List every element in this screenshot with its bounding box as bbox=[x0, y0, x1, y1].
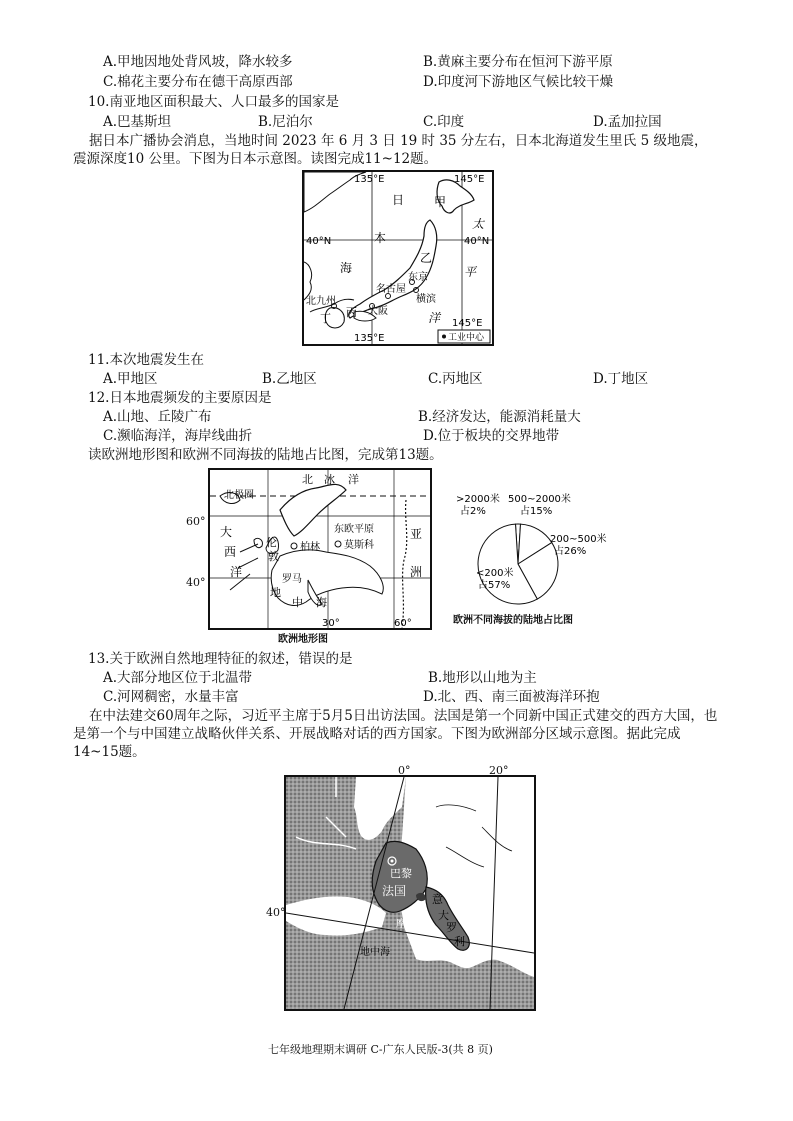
japan-label-ri: 日 bbox=[392, 193, 405, 207]
europe-arctic-circle: 北极圈 bbox=[224, 490, 254, 501]
japan-label-jia: 甲 bbox=[434, 195, 447, 209]
japan-label-bing: 丙 bbox=[346, 306, 357, 319]
q13-option-d: D.北、西、南三面被海洋环抱 bbox=[423, 689, 600, 705]
pie-pct-under200: 占57% bbox=[478, 580, 511, 591]
europe-label-dongou: 东欧平原 bbox=[334, 524, 374, 535]
q12-option-c: C.濒临海洋，海岸线曲折 bbox=[103, 428, 253, 444]
q11-option-d: D.丁地区 bbox=[593, 371, 649, 387]
q10-option-a: A.巴基斯坦 bbox=[103, 114, 172, 130]
berlin-capital-icon bbox=[291, 543, 297, 549]
q13-option-c: C.河网稠密，水量丰富 bbox=[103, 689, 239, 705]
france-city-bali: 巴黎 bbox=[390, 867, 412, 880]
europe-lat-40: 40° bbox=[186, 576, 206, 589]
q13-option-a: A.大部分地区位于北温带 bbox=[103, 670, 253, 686]
france-lon-20: 20° bbox=[489, 764, 509, 777]
japan-lon-145-top: 145°E bbox=[454, 174, 485, 185]
france-label-dali: 大 bbox=[438, 909, 449, 922]
europe-lon-60: 60° bbox=[394, 618, 412, 628]
q11-option-b: B.乙地区 bbox=[262, 371, 317, 387]
pie-label-200-500: 200~500米 bbox=[550, 534, 607, 545]
japan-lon-135-top: 135°E bbox=[354, 174, 385, 185]
france-label-li: 利 bbox=[454, 935, 465, 948]
france-lat-40: 40° bbox=[266, 906, 286, 919]
q10-stem: 10.南亚地区面积最大、人口最多的国家是 bbox=[88, 94, 339, 110]
q12-option-a: A.山地、丘陵广布 bbox=[103, 409, 212, 425]
japan-label-tai: 太 bbox=[472, 217, 485, 231]
q10-option-d: D.孟加拉国 bbox=[593, 114, 662, 130]
q9-option-b: B.黄麻主要分布在恒河下游平原 bbox=[423, 54, 613, 70]
europe-city-mosike: 莫斯科 bbox=[344, 540, 374, 551]
europe-map-caption: 欧洲地形图 bbox=[278, 634, 328, 645]
japan-city-daban: 大阪 bbox=[368, 306, 388, 317]
japan-lat-40-left: 40°N bbox=[306, 236, 332, 247]
europe-lat-60: 60° bbox=[186, 515, 206, 528]
europe-label-bei: 北 bbox=[302, 473, 313, 486]
france-label-monage: 摩纳哥 bbox=[396, 919, 426, 930]
japan-city-beijiuzhou: 北九州 bbox=[306, 296, 336, 307]
q11-option-a: A.甲地区 bbox=[103, 371, 158, 387]
japan-city-hengbin: 横滨 bbox=[416, 294, 436, 305]
japan-label-ping: 平 bbox=[464, 265, 477, 279]
pie-caption: 欧洲不同海拔的陆地占比图 bbox=[453, 615, 573, 626]
japan-lon-135-bottom: 135°E bbox=[354, 333, 385, 344]
q10-option-c: C.印度 bbox=[423, 114, 465, 130]
pie-pct-500-2000: 占15% bbox=[520, 506, 553, 517]
france-label-luo: 罗 bbox=[446, 921, 457, 934]
intro-europe: 读欧洲地形图和欧洲不同海拔的陆地占比图，完成第13题。 bbox=[88, 447, 443, 463]
france-label-yi: 意 bbox=[432, 893, 443, 906]
europe-label-zhong: 中 bbox=[292, 596, 303, 609]
europe-lon-30: 30° bbox=[322, 618, 340, 628]
japan-lon-145-bottom: 145°E bbox=[452, 318, 483, 329]
q13-option-b: B.地形以山地为主 bbox=[428, 670, 537, 686]
europe-city-bailin: 柏林 bbox=[300, 542, 320, 553]
europe-label-zhou: 洲 bbox=[410, 565, 423, 579]
europe-label-xi: 西 bbox=[224, 545, 237, 559]
europe-region-map bbox=[284, 775, 536, 1011]
europe-label-da: 大 bbox=[220, 525, 233, 539]
france-label-dizhonghai: 地中海 bbox=[360, 947, 390, 958]
moscow-capital-icon bbox=[335, 541, 341, 547]
europe-city-luoma: 罗马 bbox=[282, 574, 302, 585]
japan-map bbox=[302, 170, 494, 346]
pie-label-under200: <200米 bbox=[476, 568, 514, 579]
q10-option-b: B.尼泊尔 bbox=[258, 114, 313, 130]
q9-option-c: C.棉花主要分布在德干高原西部 bbox=[103, 74, 293, 90]
japan-label-yang: 洋 bbox=[428, 311, 441, 325]
q12-option-b: B.经济发达，能源消耗量大 bbox=[418, 409, 581, 425]
japan-legend-label: 工业中心 bbox=[448, 333, 485, 343]
pie-pct-200-500: 占26% bbox=[554, 546, 587, 557]
france-lon-0: 0° bbox=[398, 764, 411, 777]
europe-label-yang: 洋 bbox=[348, 473, 359, 486]
elevation-pie-chart bbox=[446, 486, 616, 628]
pie-label-500-2000: 500~2000米 bbox=[508, 494, 571, 505]
industrial-center-icon bbox=[442, 335, 446, 339]
europe-label-dun: 敦 bbox=[268, 550, 279, 563]
intro-france: 在中法建交60周年之际，习近平主席于5月5日出访法国。法国是第一个同新中国正式建交的西方大国，也是第一个与中国建立战略伙伴关系、开展战略对话的西方国家。下图为欧洲部分区域示意图。据此完成14~15题。 bbox=[73, 708, 718, 760]
q13-stem: 13.关于欧洲自然地理特征的叙述，错误的是 bbox=[88, 651, 353, 667]
intro-japan: 据日本广播协会消息，当地时间 2023 年 6 月 3 日 19 时 35 分左右，日本北海道发生里氏 5 级地震，震源深度10 公里。下图为日本示意图。读图完成11~12题。 bbox=[73, 133, 708, 167]
europe-label-di: 地 bbox=[270, 586, 281, 599]
japan-label-ding: 丁 bbox=[320, 312, 331, 325]
pie-label-over2000: >2000米 bbox=[456, 494, 500, 505]
q12-option-d: D.位于板块的交界地带 bbox=[423, 428, 560, 444]
europe-label-hai: 海 bbox=[316, 596, 327, 609]
france-label-faguo: 法国 bbox=[382, 884, 407, 898]
japan-label-ben: 本 bbox=[374, 231, 387, 245]
q9-option-a: A.甲地因地处背风坡，降水较多 bbox=[103, 54, 293, 70]
europe-label-bing: 冰 bbox=[324, 473, 335, 486]
q9-option-d: D.印度河下游地区气候比较干燥 bbox=[423, 74, 614, 90]
japan-label-yi: 乙 bbox=[420, 251, 433, 265]
europe-label-ya: 亚 bbox=[410, 527, 423, 541]
page-footer: 七年级地理期末调研 C-广东人民版-3(共 8 页) bbox=[268, 1043, 493, 1056]
q11-stem: 11.本次地震发生在 bbox=[88, 352, 204, 368]
q11-option-c: C.丙地区 bbox=[428, 371, 483, 387]
europe-label-lun: 伦 bbox=[266, 536, 277, 549]
japan-label-hai: 海 bbox=[340, 261, 353, 275]
q12-stem: 12.日本地震频发的主要原因是 bbox=[88, 390, 272, 406]
pie-pct-over2000: 占2% bbox=[460, 506, 486, 517]
japan-lat-40-right: 40°N bbox=[464, 236, 490, 247]
europe-label-yang2: 洋 bbox=[230, 565, 243, 579]
europe-topographic-map bbox=[208, 468, 432, 630]
japan-city-mingguwu: 名古屋 bbox=[376, 284, 406, 295]
japan-city-dongjing: 东京 bbox=[408, 272, 428, 283]
